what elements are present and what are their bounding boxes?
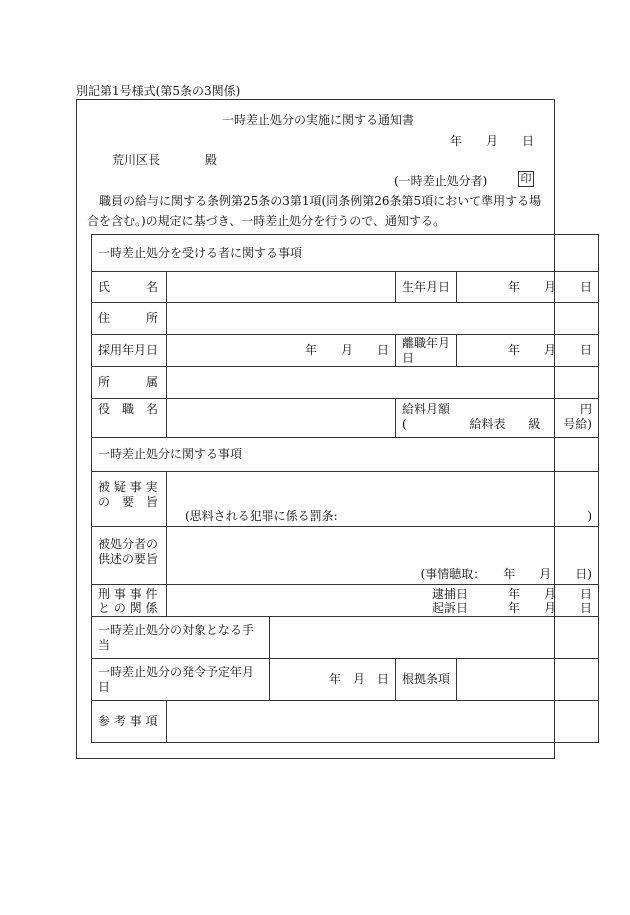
birth-field[interactable]: 年 月 日 [457, 272, 599, 303]
salary-step-label: 号給) [563, 417, 592, 431]
position-label: 役 職 名 [92, 399, 167, 438]
form-number: 別記第1号様式(第5条の3関係) [76, 84, 241, 98]
issue-date-label: 一時差止処分の発令予定年月日 [92, 659, 270, 701]
criminal-label-line1: 刑 事 事 件 [98, 586, 158, 601]
suspect-label-line1: 被 疑 事 実 [98, 480, 158, 494]
salary-table-label: 給料表 [469, 417, 506, 431]
address-field[interactable] [167, 303, 599, 335]
honorific: 殿 [205, 153, 218, 167]
criminal-case-field[interactable] [167, 585, 599, 617]
issue-date-field[interactable]: 年 月 日 [270, 659, 396, 701]
salary-line [402, 402, 592, 417]
document-title: 一時差止処分の実施に関する通知書 [222, 113, 415, 127]
indict-value: 年 月 日 [507, 600, 592, 615]
arrest-value: 年 月 日 [507, 586, 592, 601]
criminal-case-label [92, 585, 167, 617]
basis-field[interactable] [457, 659, 599, 701]
criminal-label-line2: と の 関 係 [98, 600, 158, 615]
arrest-line [173, 587, 592, 601]
leave-date-field[interactable]: 年 月 日 [457, 335, 599, 367]
suspect-note-text: (思料される犯罪に係る罰条: [185, 509, 338, 523]
statement-label-line2: 供述の要旨 [98, 552, 159, 566]
salary-label: 給料月額 [402, 402, 451, 416]
arrest-label: 逮捕日 [431, 586, 468, 601]
seal-glyph: 印 [518, 171, 534, 187]
suspect-note [173, 509, 592, 524]
indict-label: 起訴日 [431, 600, 468, 615]
remarks-field[interactable] [167, 701, 599, 743]
leave-date-label: 離職年月日 [396, 335, 457, 367]
hire-date-label: 採用年月日 [92, 335, 167, 367]
statement-label-line1: 被処分者の [98, 537, 159, 551]
salary-unit: 円 [579, 402, 592, 416]
notice-form-table [91, 234, 599, 743]
allowance-field[interactable] [270, 617, 599, 659]
suspect-facts-field[interactable] [167, 472, 599, 527]
name-field[interactable] [167, 272, 396, 303]
statement-field[interactable] [167, 527, 599, 585]
section-suspension-header: 一時差止処分に関する事項 [92, 438, 599, 472]
issuer-label: (一時差止処分者) [394, 174, 488, 188]
affiliation-field[interactable] [167, 367, 599, 399]
allowance-label: 一時差止処分の対象となる手当 [92, 617, 270, 659]
affiliation-label: 所 属 [92, 367, 167, 399]
suspect-facts-label [92, 472, 167, 527]
salary-field[interactable] [396, 399, 599, 438]
date-line: 年 月 日 [450, 134, 535, 148]
remarks-label: 参 考 事 項 [92, 701, 167, 743]
addressee: 荒川区長 [112, 153, 161, 167]
name-label: 氏 名 [92, 272, 167, 303]
statement-label [92, 527, 167, 585]
salary-open-paren: ( [402, 417, 407, 431]
section-subject-header: 一時差止処分を受ける者に関する事項 [92, 235, 599, 272]
indict-line [173, 601, 592, 615]
salary-grade-label: 級 [528, 417, 541, 431]
position-field[interactable] [167, 399, 396, 438]
suspect-note-close: ) [587, 509, 592, 523]
birth-label: 生年月日 [396, 272, 457, 303]
statement-note: (事情聴取： 年 月 日) [420, 567, 592, 581]
intro-paragraph: 職員の給与に関する条例第25条の3第1項(同条例第26条第5項において準用する場合を含む。)の規定に基づき、一時差止処分を行うので、通知する。 [87, 194, 542, 228]
basis-label: 根拠条項 [396, 659, 457, 701]
seal-mark [518, 171, 534, 187]
suspect-label-line2: の 要 旨 [98, 495, 159, 509]
salary-detail-line [402, 417, 592, 432]
address-label: 住 所 [92, 303, 167, 335]
hire-date-field[interactable]: 年 月 日 [167, 335, 396, 367]
